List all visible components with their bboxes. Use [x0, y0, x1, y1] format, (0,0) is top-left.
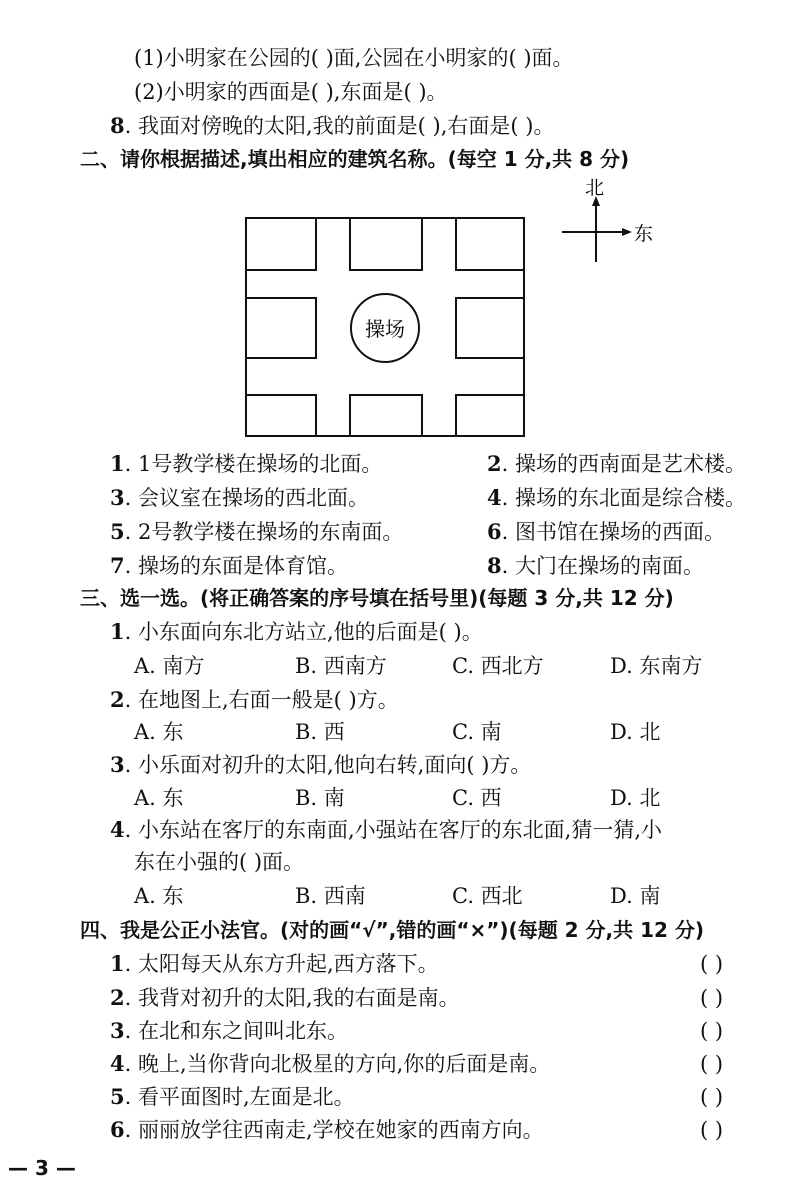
east-arrow-icon — [622, 228, 632, 236]
compass-east-label: 东 — [634, 223, 654, 245]
item-text: . 操场的西南面是艺术楼。 — [501, 452, 746, 476]
question-number: 1 — [110, 619, 125, 644]
item-number: 4 — [110, 1051, 125, 1076]
item-number: 6 — [110, 1117, 125, 1142]
item-number: 4 — [487, 485, 502, 510]
description-item — [487, 518, 725, 546]
option-d: D. 北 — [610, 786, 661, 810]
item-number: 5 — [110, 519, 125, 544]
judge-item — [110, 1017, 348, 1045]
description-item — [110, 552, 348, 580]
description-item — [110, 484, 369, 512]
judge-item — [110, 950, 439, 978]
building-box — [246, 298, 316, 358]
option-c: C. 西 — [452, 786, 502, 810]
question-7-2: (2)小明家的西面是( ),东面是( )。 — [134, 80, 448, 104]
option-c: C. 西北方 — [452, 654, 544, 678]
item-number: 5 — [110, 1084, 125, 1109]
judge-item — [110, 1083, 355, 1111]
item-text: . 会议室在操场的西北面。 — [124, 486, 369, 510]
option-d: D. 南 — [610, 884, 661, 908]
item-text: . 图书馆在操场的西面。 — [501, 520, 725, 544]
building-box — [456, 298, 524, 358]
option-a: A. 东 — [134, 720, 184, 744]
building-box — [246, 395, 316, 436]
question-text: . 小东站在客厅的东南面,小强站在客厅的东北面,猜一猜,小 — [124, 818, 662, 842]
judge-item — [110, 984, 460, 1012]
option-b: B. 西南 — [295, 884, 366, 908]
item-text: . 1号教学楼在操场的北面。 — [124, 452, 383, 476]
option-b: B. 西 — [295, 720, 345, 744]
option-c: C. 南 — [452, 720, 502, 744]
option-d: D. 东南方 — [610, 654, 703, 678]
question-text-continued: 东在小强的( )面。 — [134, 850, 305, 874]
item-text: . 丽丽放学往西南走,学校在她家的西南方向。 — [124, 1118, 544, 1142]
building-box — [456, 395, 524, 436]
question-text: . 小乐面对初升的太阳,他向右转,面向( )方。 — [124, 753, 532, 777]
description-item — [110, 518, 403, 546]
answer-blank[interactable]: ( ) — [700, 1118, 724, 1142]
choice-question — [110, 751, 531, 779]
building-box — [246, 218, 316, 270]
building-box — [350, 218, 422, 270]
building-box — [456, 218, 524, 270]
section-3-heading: 三、选一选。(将正确答案的序号填在括号里)(每题 3 分,共 12 分) — [80, 586, 674, 610]
item-number: 3 — [110, 1018, 125, 1043]
question-7-1: (1)小明家在公园的( )面,公园在小明家的( )面。 — [134, 46, 574, 70]
option-d: D. 北 — [610, 720, 661, 744]
section-2-heading: 二、请你根据描述,填出相应的建筑名称。(每空 1 分,共 8 分) — [80, 147, 630, 171]
choice-question — [110, 618, 483, 646]
answer-blank[interactable]: ( ) — [700, 952, 724, 976]
option-a: A. 东 — [134, 786, 184, 810]
option-c: C. 西北 — [452, 884, 523, 908]
option-b: B. 南 — [295, 786, 345, 810]
item-number: 3 — [110, 485, 125, 510]
judge-item — [110, 1116, 544, 1144]
item-text: . 操场的东面是体育馆。 — [124, 554, 348, 578]
description-item — [487, 552, 704, 580]
item-number: 2 — [110, 985, 125, 1010]
building-box — [350, 395, 422, 436]
answer-blank[interactable]: ( ) — [700, 986, 724, 1010]
item-number: 2 — [487, 451, 502, 476]
description-item — [487, 484, 746, 512]
compass-north-label: 北 — [585, 177, 605, 199]
choice-question — [110, 686, 399, 714]
answer-blank[interactable]: ( ) — [700, 1019, 724, 1043]
item-number: 1 — [110, 951, 125, 976]
item-text: . 太阳每天从东方升起,西方落下。 — [124, 952, 439, 976]
question-text: . 小东面向东北方站立,他的后面是( )。 — [124, 620, 483, 644]
option-a: A. 南方 — [134, 654, 205, 678]
section-4-heading: 四、我是公正小法官。(对的画“√”,错的画“×”)(每题 2 分,共 12 分) — [80, 918, 705, 942]
question-number: 2 — [110, 687, 125, 712]
choice-question — [110, 816, 662, 844]
item-text: . 看平面图时,左面是北。 — [124, 1085, 355, 1109]
item-number: 6 — [487, 519, 502, 544]
description-item — [487, 450, 746, 478]
item-text: . 我背对初升的太阳,我的右面是南。 — [124, 986, 460, 1010]
question-text: . 我面对傍晚的太阳,我的前面是( ),右面是( )。 — [124, 114, 555, 138]
item-number: 8 — [487, 553, 502, 578]
option-a: A. 东 — [134, 884, 184, 908]
item-text: . 在北和东之间叫北东。 — [124, 1019, 348, 1043]
page-number: — 3 — — [8, 1156, 76, 1180]
playground-label: 操场 — [365, 317, 405, 341]
item-number: 7 — [110, 553, 125, 578]
option-b: B. 西南方 — [295, 654, 387, 678]
question-number: 3 — [110, 752, 125, 777]
judge-item — [110, 1050, 550, 1078]
answer-blank[interactable]: ( ) — [700, 1052, 724, 1076]
question-number: 8 — [110, 113, 125, 138]
item-text: . 大门在操场的南面。 — [501, 554, 704, 578]
description-item — [110, 450, 382, 478]
answer-blank[interactable]: ( ) — [700, 1085, 724, 1109]
question-number: 4 — [110, 817, 125, 842]
item-number: 1 — [110, 451, 125, 476]
item-text: . 晚上,当你背向北极星的方向,你的后面是南。 — [124, 1052, 551, 1076]
question-text: . 在地图上,右面一般是( )方。 — [124, 688, 399, 712]
item-text: . 操场的东北面是综合楼。 — [501, 486, 746, 510]
item-text: . 2号教学楼在操场的东南面。 — [124, 520, 404, 544]
